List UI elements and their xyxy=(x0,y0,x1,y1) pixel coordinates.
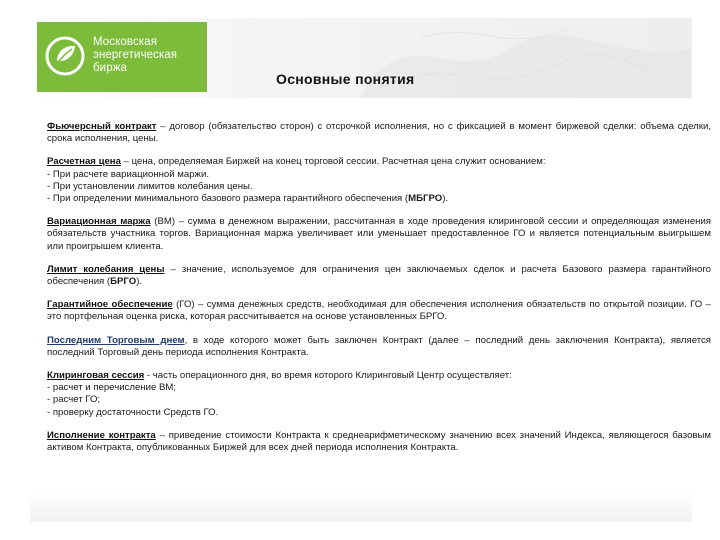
term-label: Исполнение контракта xyxy=(47,429,156,441)
definition-text: – значение, используемое для ограничения цен заключаемых сделок и расчета Базового размера гарантийного обеспечения ( xyxy=(47,263,711,288)
definition-text: - часть операционного дня, во время которого Клиринговый Центр осуществляет: xyxy=(144,370,512,382)
definition-text: (ГО) – сумма денежных средств, необходимая для обеспечения исполнения обязательств по открытой позиции. ГО – это портфельная оценка риска, которая рассчитывается на основе установленных БРГО. xyxy=(47,299,711,323)
definition-text: (ВМ) – сумма в денежном выражении, рассчитанная в ходе проведения клиринговой сессии и определяющая изменения обязательств участника торгов. Вариационная маржа увеличивает или уменьшает предоставленное ГО и является потенциальным выигрышем или проигрышем клиента. xyxy=(47,216,712,252)
definition-futures-contract xyxy=(47,121,711,145)
definition-text: , в ходе которого может быть заключен Контракт (далее – последний день заключения Контракта), является последний Торговый день периода исполнения Контракта. xyxy=(47,334,711,358)
brand-line-2: энергетическая xyxy=(93,49,178,61)
term-label: Фьючерсный контракт xyxy=(47,121,157,132)
leaf-logo-icon xyxy=(43,34,87,78)
list-line: - При расчете вариационной маржи. xyxy=(47,168,209,180)
definition-price-limit xyxy=(47,264,711,288)
definition-last-trading-day xyxy=(47,335,711,359)
definition-text: – цена, определяемая Биржей на конец торговой сессии. Расчетная цена служит основанием: xyxy=(120,156,546,168)
brand-logo xyxy=(37,22,207,92)
term-label: Последним Торговым днем xyxy=(47,334,185,346)
page-title: Основные понятия xyxy=(276,71,415,87)
definitions-list xyxy=(47,121,711,465)
definition-text: – договор (обязательство сторон) с отсрочкой исполнения, но с фиксацией в момент биржевой сделки: объема сделки, срока исполнения, цены. xyxy=(47,121,711,145)
definition-margin-requirement xyxy=(47,299,711,323)
list-line xyxy=(47,193,711,205)
definition-settlement-price xyxy=(47,156,711,205)
brand-name xyxy=(93,36,205,75)
brand-line-3: биржа xyxy=(93,62,127,74)
brand-line-1: Московская xyxy=(93,36,158,48)
term-label: Вариационная маржа xyxy=(47,216,151,228)
term-label: Гарантийное обеспечение xyxy=(47,299,173,311)
list-line-text: - При определении минимального базового размера гарантийного обеспечения ( xyxy=(47,193,409,205)
definition-contract-execution xyxy=(47,430,711,454)
footer-band xyxy=(30,492,692,522)
term-label: Клиринговая сессия xyxy=(47,370,145,382)
list-line: - При установлении лимитов колебания цены. xyxy=(47,180,253,192)
abbreviation: МБГРО xyxy=(408,193,443,205)
definition-text-end: ). xyxy=(136,276,143,288)
list-line: - проверку достаточности Средств ГО. xyxy=(47,406,219,418)
term-label: Лимит колебания цены xyxy=(47,263,165,275)
list-line: - расчет и перечисление ВМ; xyxy=(47,382,177,394)
list-line: - расчет ГО; xyxy=(47,394,101,406)
definition-text: – приведение стоимости Контракта к среднеарифметическому значению всех значений Индекса, являющегося базовым активом Контракта, опубликованных Биржей для всех дней периода исполнения Контракта. xyxy=(47,429,711,454)
term-label: Расчетная цена xyxy=(47,156,121,168)
definition-variation-margin xyxy=(47,216,711,253)
abbreviation: БРГО xyxy=(110,276,137,288)
list-line-end: ). xyxy=(442,193,449,205)
definition-clearing-session xyxy=(47,370,711,419)
